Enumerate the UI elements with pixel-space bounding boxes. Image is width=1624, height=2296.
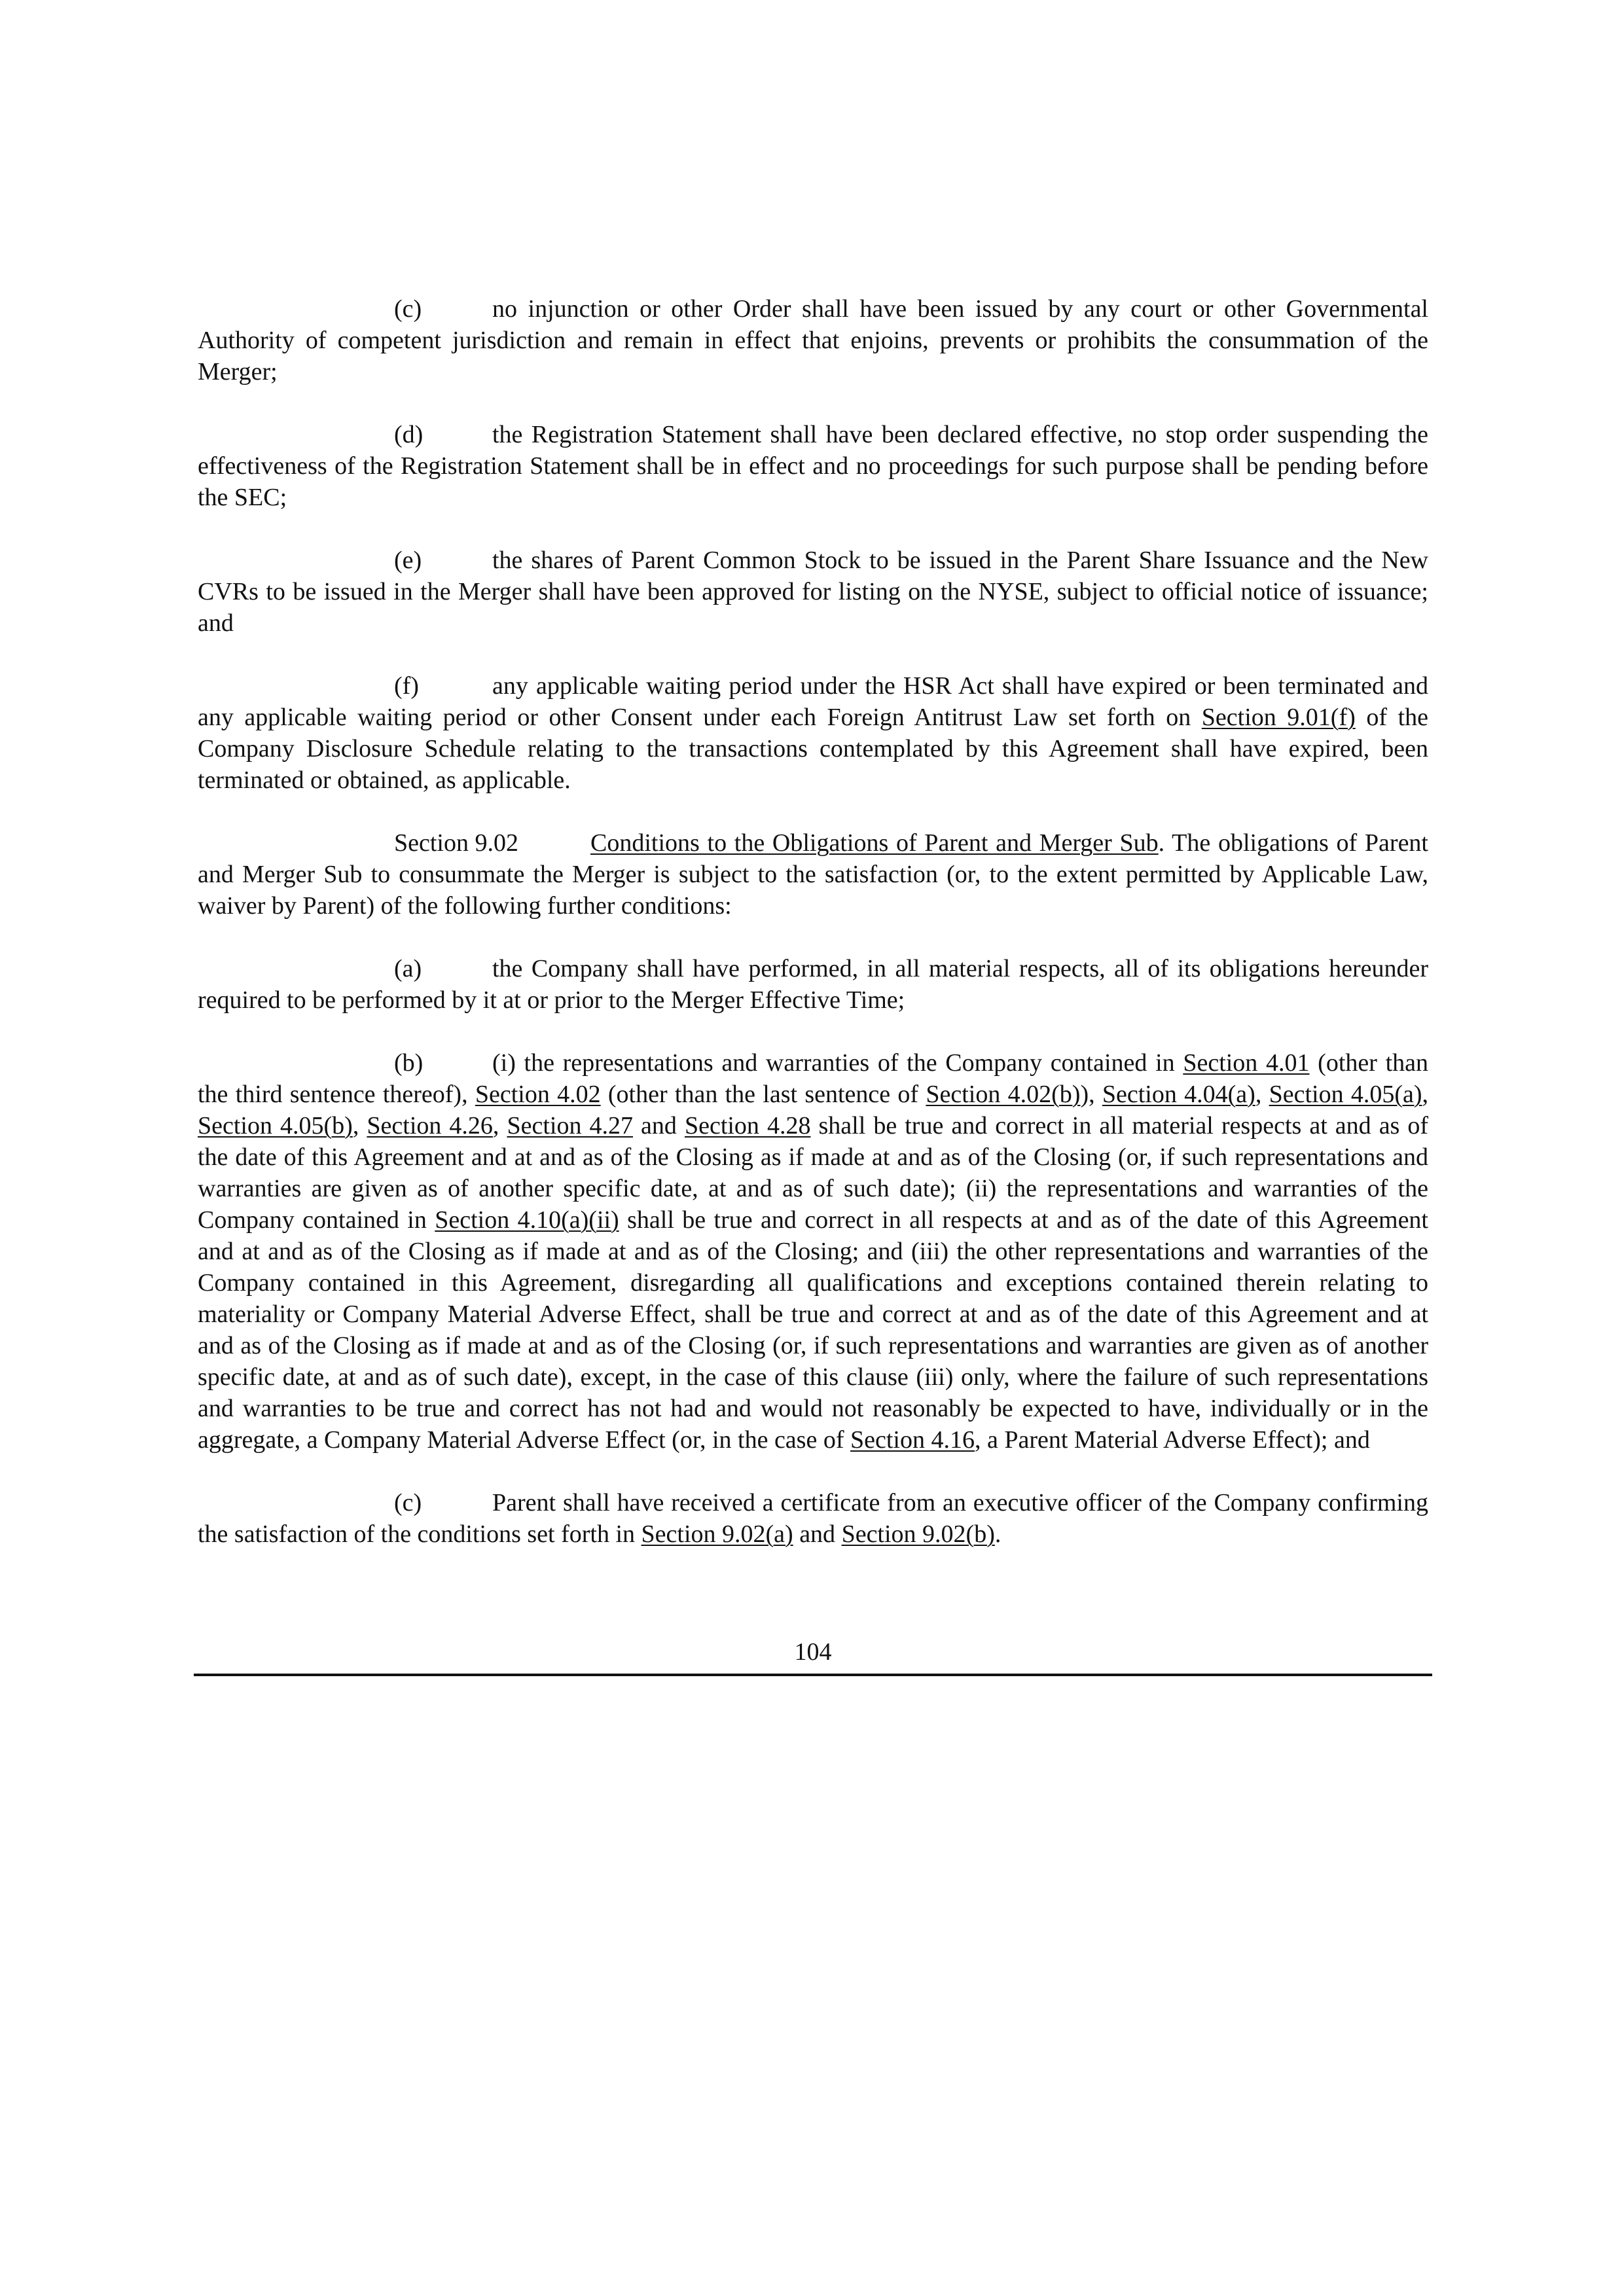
condition-c-injunction <box>198 293 1428 387</box>
clause-label: (c) <box>394 295 422 323</box>
clause-label: (a) <box>394 955 422 982</box>
clause-text: , a Parent Material Adverse Effect); and <box>974 1426 1370 1454</box>
clause-text: and <box>793 1520 842 1548</box>
clause-text: Parent shall have received a certificate from an executive officer of the Company confirming the satisfaction of the conditions set forth in <box>198 1489 1428 1548</box>
clause-text: of the Company Disclosure Schedule relating to the transactions contemplated by this Agreement shall have expired, been terminated or obtained, as applicable. <box>198 704 1428 794</box>
section-reference-link[interactable]: Section 4.05(b) <box>198 1112 353 1139</box>
section-reference-link[interactable]: Section 9.01(f) <box>1201 704 1356 731</box>
condition-c-certificate <box>198 1487 1428 1550</box>
section-number: Section 9.02 <box>394 829 518 857</box>
section-9-02-heading-paragraph <box>198 827 1428 922</box>
clause-text: (i) the representations and warranties of the Company contained in <box>492 1049 1183 1077</box>
clause-text: and <box>633 1112 685 1139</box>
section-reference-link[interactable]: Section 9.02(b) <box>841 1520 995 1548</box>
clause-label: (c) <box>394 1489 422 1516</box>
clause-text: shall be true and correct in all material respects at and as of the date of this Agreement and at and as of the Closing as if made at and as of the Closing (or, if such representations and warranties are given as of another specific date, at and as of such date); (ii) the representations and warranties of the Company contained in <box>198 1112 1429 1234</box>
section-reference-link[interactable]: Section 4.01 <box>1183 1049 1310 1077</box>
condition-b-representations <box>198 1047 1428 1456</box>
section-reference-link[interactable]: Section 4.02 <box>475 1081 601 1108</box>
section-reference-link[interactable]: Section 4.04(a) <box>1102 1081 1255 1108</box>
clause-label: (f) <box>394 672 419 700</box>
page-body <box>198 293 1428 1581</box>
condition-a-performance <box>198 953 1428 1016</box>
section-reference-link[interactable]: Section 4.16 <box>850 1426 975 1454</box>
section-heading: Conditions to the Obligations of Parent and Merger Sub <box>590 829 1159 857</box>
section-text: . The obligations of Parent and Merger Sub to consummate the Merger is subject to the satisfaction (or, to the extent permitted by Applicable Law, waiver by Parent) of the following further conditions: <box>198 829 1428 920</box>
page-number: 104 <box>794 1638 832 1666</box>
clause-text: shall be true and correct in all respects at and as of the date of this Agreement and at and as of the Closing as if made at and as of the Closing; and (iii) the other representations and warranties of the Company contained in this Agreement, disregarding all qualifications and exceptions contained therein relating to materiality or Company Material Adverse Effect, shall be true and correct at and as of the date of this Agreement and at and as of the Closing as if made at and as of the Closing (or, if such representations and warranties are given as of another specific date, at and as of such date), except, in the case of this clause (iii) only, where the failure of such representations and warranties to be true and correct has not had and would not reasonably be expected to have, individually or in the aggregate, a Company Material Adverse Effect (or, in the case of <box>198 1206 1428 1454</box>
condition-e-listing <box>198 545 1428 639</box>
section-reference-link[interactable]: Section 4.05(a) <box>1269 1081 1422 1108</box>
clause-text: , <box>492 1112 507 1139</box>
clause-text: the Registration Statement shall have been declared effective, no stop order suspending the effectiveness of the Registration Statement shall be in effect and no proceedings for such purpose shall be pending before the SEC; <box>198 421 1428 511</box>
clause-text: the shares of Parent Common Stock to be issued in the Parent Share Issuance and the New CVRs to be issued in the Merger shall have been approved for listing on the NYSE, subject to official notice of issuance; and <box>198 547 1428 637</box>
section-reference-link[interactable]: Section 4.02(b) <box>926 1081 1081 1108</box>
section-reference-link[interactable]: Section 9.02(a) <box>641 1520 793 1548</box>
footer-divider <box>194 1674 1432 1676</box>
condition-d-registration <box>198 419 1428 513</box>
section-reference-link[interactable]: Section 4.27 <box>507 1112 633 1139</box>
clause-text: (other than the third sentence thereof), <box>198 1049 1429 1108</box>
clause-text: , <box>1422 1081 1429 1108</box>
clause-label: (e) <box>394 547 422 574</box>
clause-text: , <box>352 1112 367 1139</box>
clause-text: any applicable waiting period under the HSR Act shall have expired or been terminated and any applicable waiting period or other Consent under each Foreign Antitrust Law set forth on <box>198 672 1428 731</box>
clause-text: . <box>994 1520 1001 1548</box>
clause-label: (d) <box>394 421 424 448</box>
clause-text: , <box>1255 1081 1269 1108</box>
section-reference-link[interactable]: Section 4.28 <box>684 1112 811 1139</box>
clause-text: (other than the last sentence of <box>600 1081 926 1108</box>
condition-f-waiting-period <box>198 670 1428 796</box>
clause-text: the Company shall have performed, in all material respects, all of its obligations hereunder required to be performed by it at or prior to the Merger Effective Time; <box>198 955 1428 1014</box>
clause-text: ), <box>1080 1081 1102 1108</box>
section-reference-link[interactable]: Section 4.26 <box>367 1112 493 1139</box>
section-reference-link[interactable]: Section 4.10(a)(ii) <box>435 1206 619 1234</box>
clause-text: no injunction or other Order shall have been issued by any court or other Governmental Authority of competent jurisdiction and remain in effect that enjoins, prevents or prohibits the consummation of the Merger; <box>198 295 1428 386</box>
clause-label: (b) <box>394 1049 424 1077</box>
